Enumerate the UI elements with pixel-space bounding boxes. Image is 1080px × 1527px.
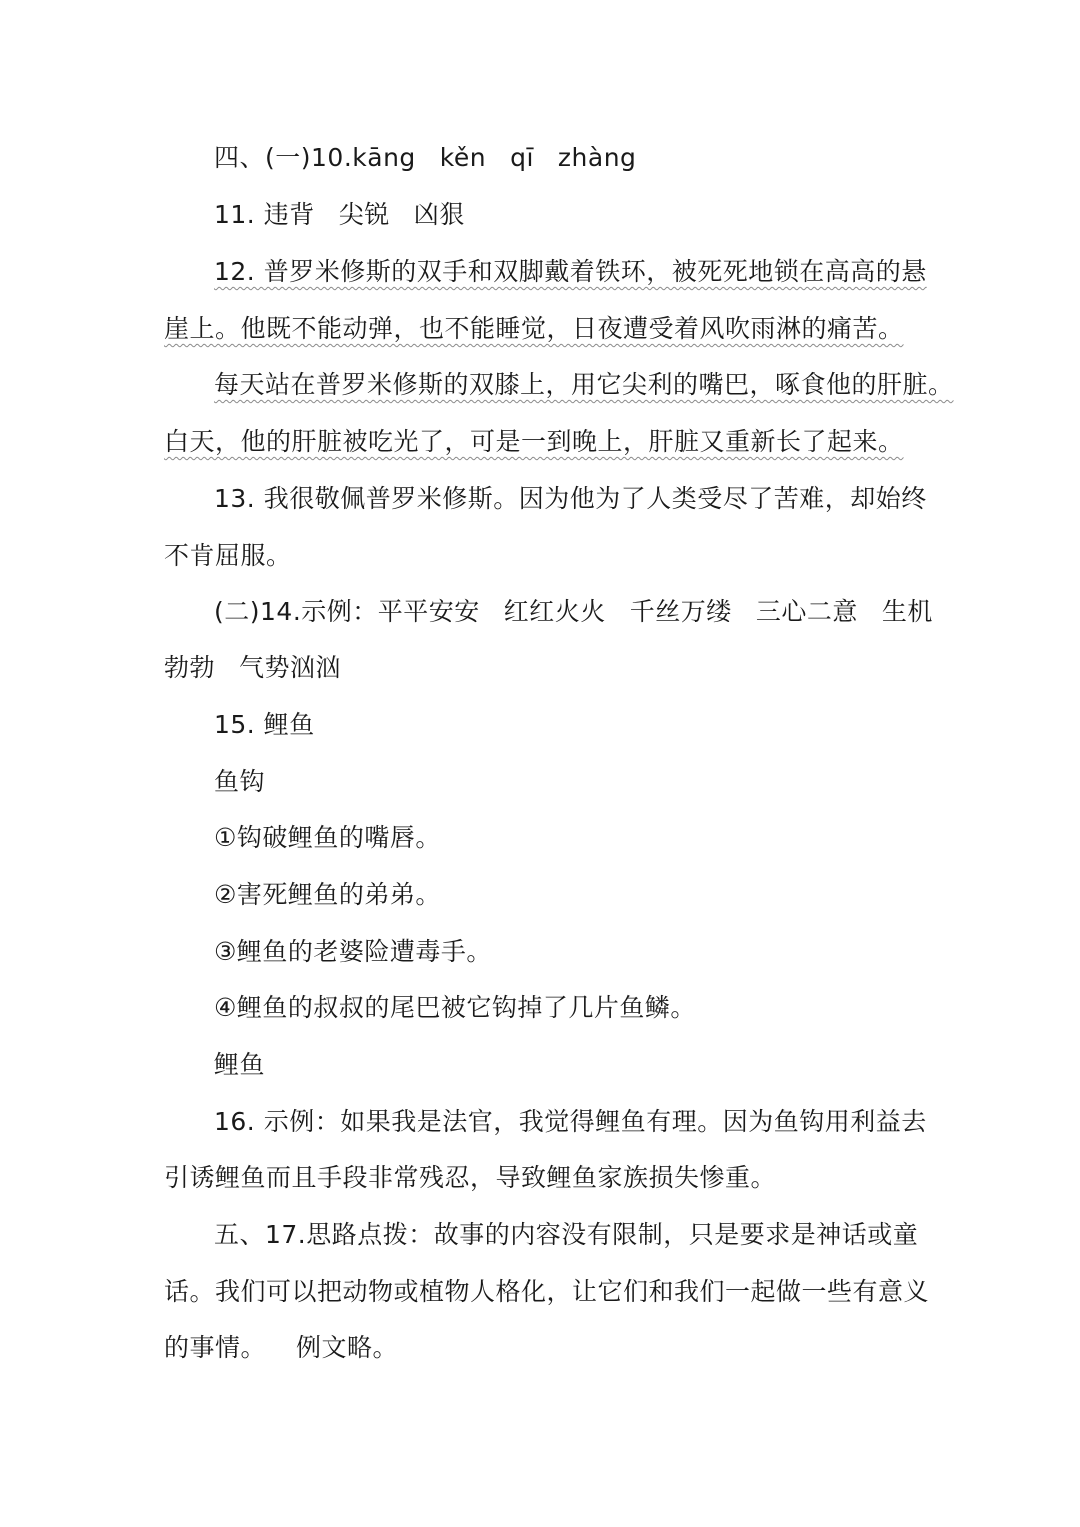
q12-text-1: 12. 普罗米修斯的双手和双脚戴着铁环，被死死地锁在高高的悬 — [214, 257, 927, 286]
answer-q10 — [214, 141, 924, 175]
q14-word-3: 千丝万缕 — [629, 597, 732, 626]
answer-q12-line-1 — [214, 255, 927, 289]
q14-word-7: 气势汹汹 — [239, 653, 342, 682]
q11-number: 11. — [214, 200, 256, 229]
q15-text-2: 鱼钩 — [214, 767, 266, 796]
q11-word-1: 违背 — [263, 200, 315, 229]
q15-item-3-text: ③鲤鱼的老婆险遭毒手。 — [214, 937, 492, 966]
q15-text-1: 15. 鲤鱼 — [214, 710, 315, 739]
q17-text-2: 话。我们可以把动物或植物人格化，让它们和我们一起做一些有意义 — [164, 1277, 930, 1306]
answer-q15-item-3 — [214, 935, 924, 969]
answer-q15-item-4 — [214, 991, 924, 1025]
q16-text-2: 引诱鲤鱼而且手段非常残忍，导致鲤鱼家族损失惨重。 — [164, 1163, 777, 1192]
answer-q14-line-2 — [164, 651, 924, 685]
q15-item-1-text: ①钩破鲤鱼的嘴唇。 — [214, 823, 441, 852]
answer-q17-line-3 — [164, 1331, 924, 1365]
answer-q15-item-2 — [214, 878, 924, 912]
q14-word-2: 红红火火 — [503, 597, 606, 626]
answer-q15-line-last — [214, 1048, 924, 1082]
answer-q13-line-2 — [164, 539, 924, 573]
q13-text-1: 13. 我很敬佩普罗米修斯。因为他为了人类受尽了苦难，却始终 — [214, 484, 927, 513]
q10-pinyin-1: kāng — [352, 143, 416, 172]
q12-text-3: 每天站在普罗米修斯的双膝上，用它尖利的嘴巴，啄食他的肝脏。 — [214, 370, 954, 399]
q10-pinyin-2: kěn — [439, 143, 487, 172]
q14-prefix: (二)14.示例： — [214, 597, 378, 626]
answer-q16-line-2 — [164, 1161, 924, 1195]
q11-word-3: 凶狠 — [413, 200, 465, 229]
answer-q12-line-3 — [214, 368, 954, 402]
q10-pinyin-4: zhàng — [557, 143, 637, 172]
q15-item-2-text: ②害死鲤鱼的弟弟。 — [214, 880, 441, 909]
q14-word-1: 平平安安 — [377, 597, 480, 626]
q15-item-4-text: ④鲤鱼的叔叔的尾巴被它钩掉了几片鱼鳞。 — [214, 993, 696, 1022]
answer-q17-line-2 — [164, 1275, 930, 1309]
answer-q14-line-1 — [214, 595, 933, 629]
q12-text-2: 崖上。他既不能动弹，也不能睡觉，日夜遭受着风吹雨淋的痛苦。 — [164, 314, 904, 343]
q17-text-1: 五、17.思路点拨：故事的内容没有限制，只是要求是神话或童 — [214, 1220, 919, 1249]
q12-text-4: 白天，他的肝脏被吃光了，可是一到晚上，肝脏又重新长了起来。 — [164, 427, 904, 456]
q17-text-3-tail: 例文略。 — [296, 1333, 399, 1362]
answer-q11 — [214, 198, 924, 232]
answer-q16-line-1 — [214, 1105, 927, 1139]
q14-word-4: 三心二意 — [755, 597, 858, 626]
answer-q13-line-1 — [214, 482, 927, 516]
q15-text-last: 鲤鱼 — [214, 1050, 266, 1079]
answer-q12-line-4 — [164, 425, 924, 459]
answer-q12-line-2 — [164, 312, 924, 346]
answer-q15-line-2 — [214, 765, 924, 799]
q17-text-3: 的事情。 — [164, 1333, 267, 1362]
q16-text-1: 16. 示例：如果我是法官，我觉得鲤鱼有理。因为鱼钩用利益去 — [214, 1107, 927, 1136]
q14-word-6: 勃勃 — [164, 653, 216, 682]
q10-prefix: 四、(一)10. — [214, 143, 353, 172]
q11-word-2: 尖锐 — [338, 200, 390, 229]
q14-word-5: 生机 — [881, 597, 933, 626]
answer-q17-line-1 — [214, 1218, 924, 1252]
answer-q15-item-1 — [214, 821, 924, 855]
answer-q15-line-1 — [214, 708, 924, 742]
q13-text-2: 不肯屈服。 — [164, 541, 292, 570]
q10-pinyin-3: qī — [510, 143, 534, 172]
